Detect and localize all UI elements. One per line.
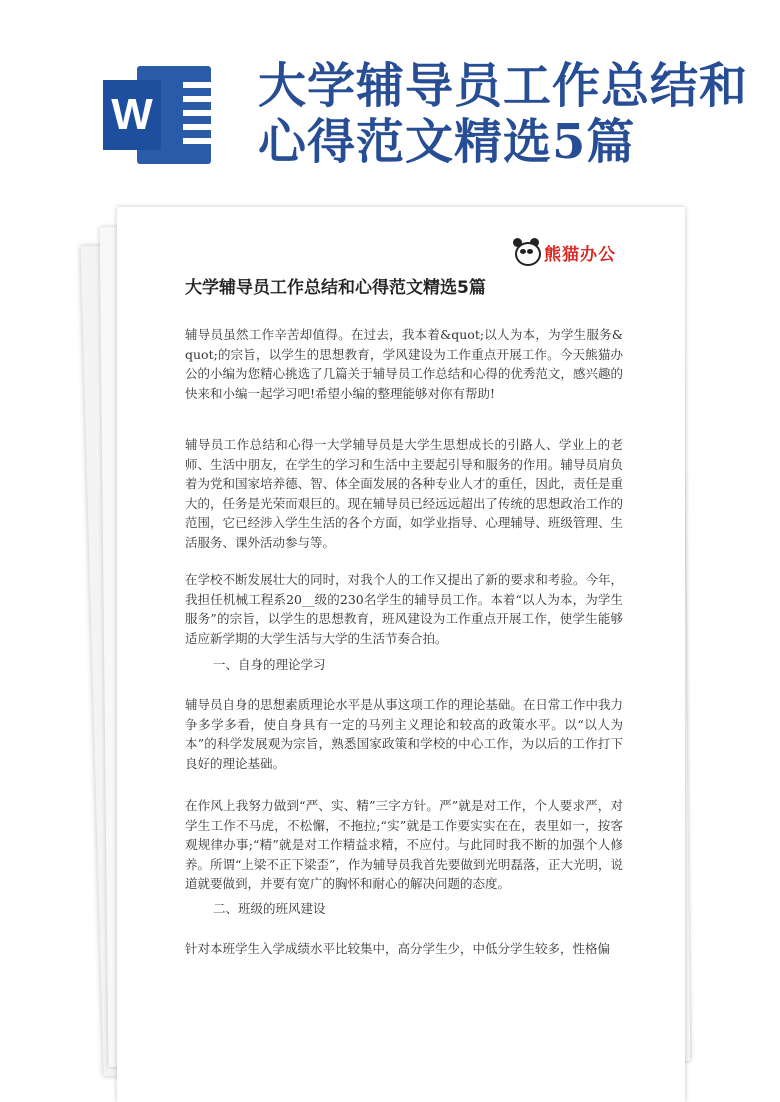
paragraph-3: 在学校不断发展壮大的同时，对我个人的工作又提出了新的要求和考验。今年，我担任机械工程系20__级的230名学生的辅导员工作。本着“以人为本，为学生服务”的宗旨，以学生的思想教育，班风建设为工作重点开展工作，使学生能够适应新学期的大学生活与大学的生活节奏合拍。 [185, 572, 623, 646]
brand-name: 熊猫办公 [544, 244, 616, 265]
document-line [183, 82, 235, 88]
brand-logo [512, 237, 616, 267]
word-document-icon [103, 66, 211, 164]
paragraph-intro: 辅导员虽然工作辛苦却值得。在过去，我本着&quot;以人为本，为学生服务&quot;的宗旨，以学生的思想教育，学风建设为工作重点开展工作。今天熊猫办公的小编为您精心挑选了几篇关于辅导员工作总结和心得的优秀范文，感兴趣的快来和小编一起学习吧!希望小编的整理能够对你有帮助! [185, 327, 623, 401]
document-line [183, 96, 235, 102]
panda-logo-icon [512, 238, 540, 266]
document-line [183, 124, 235, 130]
paragraph-4: 辅导员自身的思想素质理论水平是从事这项工作的理论基础。在日常工作中我力争多学多看，使自身具有一定的马列主义理论和较高的政策水平。以“以人为本”的科学发展观为宗旨，熟悉国家政策和学校的中心工作，为以后的工作打下良好的理论基础。 [185, 697, 623, 771]
document-line [183, 138, 235, 144]
paragraph-6: 针对本班学生入学成绩水平比较集中，高分学生少，中低分学生较多，性格偏 [185, 941, 611, 956]
page-title [258, 58, 758, 170]
paragraph-2: 辅导员工作总结和心得一大学辅导员是大学生思想成长的引路人、学业上的老师、生活中朋友，在学生的学习和生活中主要起引导和服务的作用。辅导员肩负着为党和国家培养德、智、体全面发展的各种专业人才的重任，因此，责任是重大的，任务是光荣而艰巨的。现在辅导员已经远远超出了传统的思想政治工作的范围，它已经涉入学生生活的各个方面，如学业指导、心理辅导、班级管理、生活服务、课外活动参与等。 [185, 437, 623, 550]
section-heading-1: 一、自身的理论学习 [213, 657, 326, 672]
section-heading-2: 二、班级的班风建设 [213, 901, 326, 916]
document-line [183, 110, 235, 116]
paragraph-5: 在作风上我努力做到“严、实、精”三字方针。严”就是对工作，个人要求严，对学生工作不马虎，不松懈，不拖拉;“实”就是工作要实实在在，表里如一，按客观规律办事;“精”就是对工作精益求精，不应付。与此同时我不断的加强个人修养。所谓“上梁不正下梁歪”，作为辅导员我首先要做到光明磊落，正大光明，说道就要做到，并要有宽广的胸怀和耐心的解决问题的态度。 [185, 798, 623, 891]
word-letter: W [111, 90, 153, 139]
word-badge [103, 80, 161, 150]
title-line-2: 心得范文精选5篇 [258, 114, 636, 170]
title-line-1: 大学辅导员工作总结和 [258, 58, 749, 114]
document-page [117, 207, 685, 1102]
document-title: 大学辅导员工作总结和心得范文精选5篇 [185, 278, 486, 298]
